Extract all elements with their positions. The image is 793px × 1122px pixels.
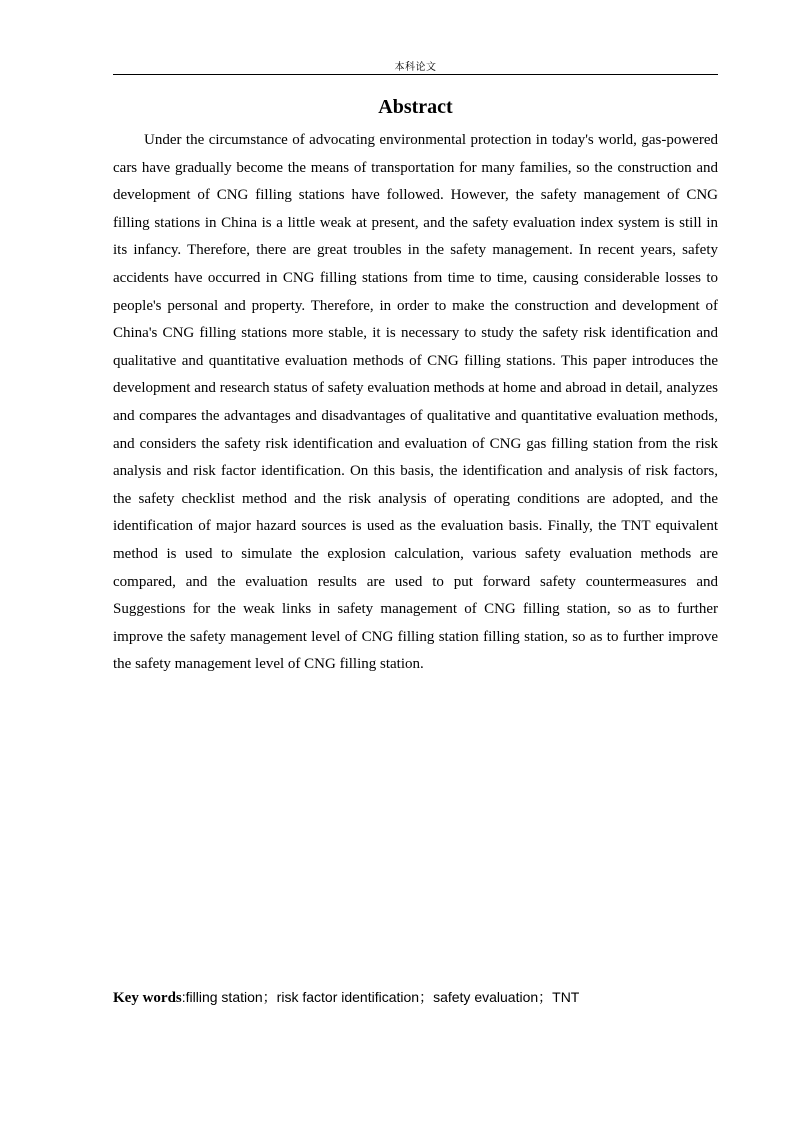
abstract-paragraph: Under the circumstance of advocating environmental protection in today's world, gas-powered cars have gradually become the means of transportation for many families, so the construction and development of CNG filling stations have followed. However, the safety management of CNG filling stations in China is a little weak at present, and the safety evaluation index system is still in its infancy. Therefore, there are great troubles in the safety management. In recent years, safety accidents have occurred in CNG filling stations from time to time, causing considerable losses to people's personal and property. Therefore, in order to make the construction and development of China's CNG filling stations more stable, it is necessary to study the safety risk identification and qualitative and quantitative evaluation methods of CNG filling stations. This paper introduces the development and research status of safety evaluation methods at home and abroad in detail, analyzes and compares the advantages and disadvantages of qualitative and quantitative evaluation methods, and considers the safety risk identification and evaluation of CNG gas filling station from the risk analysis and risk factor identification. On this basis, the identification and analysis of risk factors, the safety checklist method and the risk analysis of operating conditions are adopted, and the identification of major hazard sources is used as the evaluation basis. Finally, the TNT equivalent method is used to simulate the explosion calculation, various safety evaluation methods are compared, and the evaluation results are used to put forward safety countermeasures and Suggestions for the weak links in safety management of CNG filling station, so as to further improve the safety management level of CNG filling station filling station, so as to further improve the safety management level of CNG filling station. [113,132,718,673]
keywords-label: Key words [113,990,182,1006]
abstract-title: Abstract [378,96,453,118]
page-header [113,57,718,75]
keywords-text: :filling station；risk factor identification；safety evaluation；TNT [181,989,580,1005]
header-text: 本科论文 [394,62,437,73]
keywords-line [113,985,718,1010]
